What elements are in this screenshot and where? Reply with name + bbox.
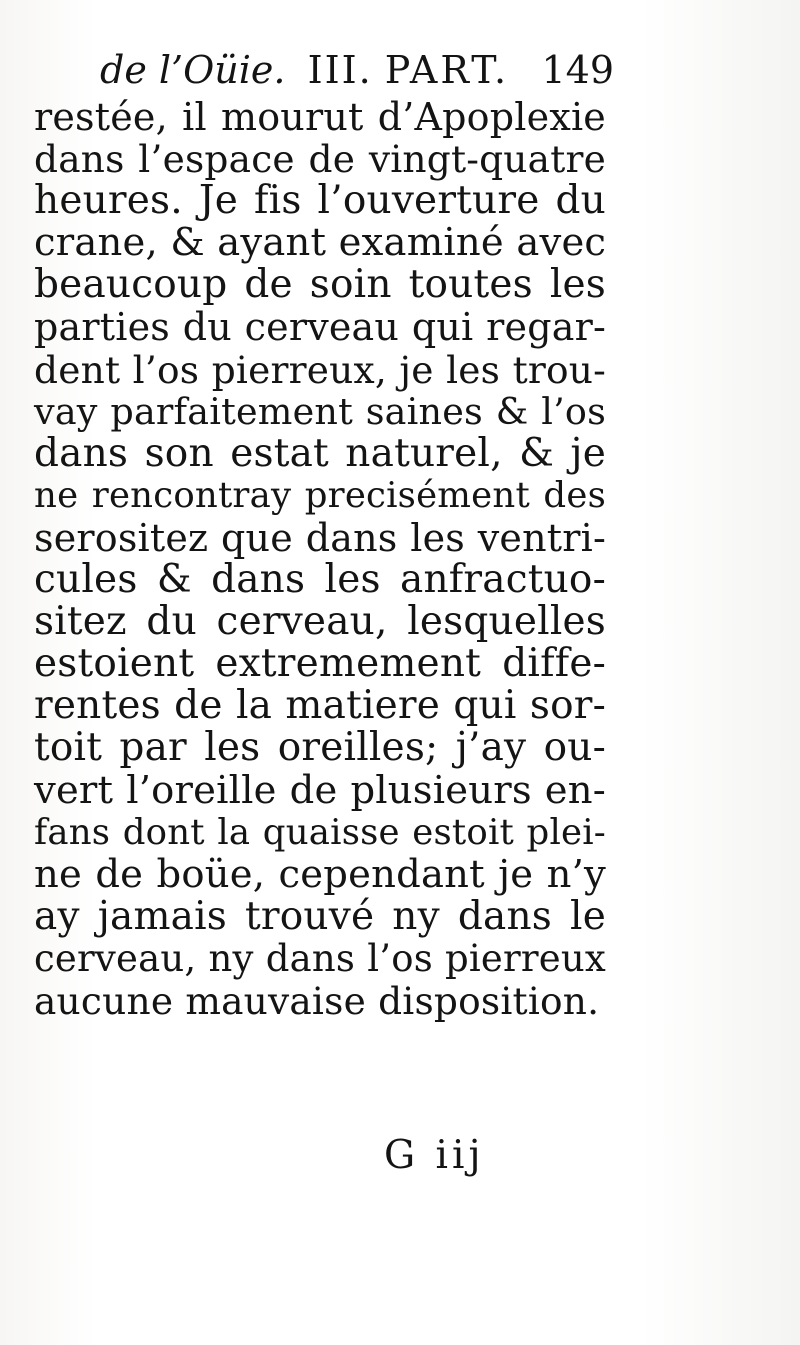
text-line: cerveau, ny dans l’os pierreux <box>34 936 606 980</box>
text-line: vert l’oreille de plusieurs en- <box>34 767 606 813</box>
signature-mark: G iij <box>384 1133 485 1178</box>
running-title: de l’Oüie. <box>100 48 286 92</box>
text-line: ay jamais trouvé ny dans le <box>34 893 606 939</box>
text-line: ne de boüe, cependant je n’y <box>34 851 606 897</box>
text-line: serositez que dans les ventri- <box>34 515 606 560</box>
text-line: toit par les oreilles; j’ay ou- <box>34 725 606 771</box>
text-line: dent l’os pierreux, je les trou- <box>34 347 606 392</box>
text-line: dans son estat naturel, & je <box>34 430 606 476</box>
text-line: estoient extremement diffe- <box>34 641 606 687</box>
text-line: restée, il mourut d’Apoplexie <box>34 95 606 139</box>
text-line: rentes de la matiere qui sor- <box>34 683 606 729</box>
text-line: aucune mauvaise disposition. <box>34 978 600 1023</box>
running-title-group <box>100 44 509 96</box>
text-line: heures. Je fis l’ouverture du <box>34 178 606 224</box>
running-header <box>100 44 620 100</box>
text-line: sitez du cerveau, lesquelles <box>34 599 606 645</box>
body-text <box>34 96 606 1022</box>
part-label: PART. <box>384 48 510 92</box>
text-line: fans dont la quaisse estoit plei- <box>34 811 606 853</box>
text-line: crane, & ayant examiné avec <box>34 220 607 266</box>
text-line: beaucoup de soin toutes les <box>34 262 606 308</box>
page-number: 149 <box>541 48 614 92</box>
text-line: dans l’espace de vingt-quatre <box>34 137 606 182</box>
part-numeral: III. <box>307 48 373 92</box>
text-line: vay parfaitement saines & l’os <box>34 389 606 433</box>
text-line: cules & dans les anfractuo- <box>34 557 606 603</box>
text-line: ne rencontray precisément des <box>34 474 606 516</box>
text-line: parties du cerveau qui regar- <box>34 305 606 350</box>
